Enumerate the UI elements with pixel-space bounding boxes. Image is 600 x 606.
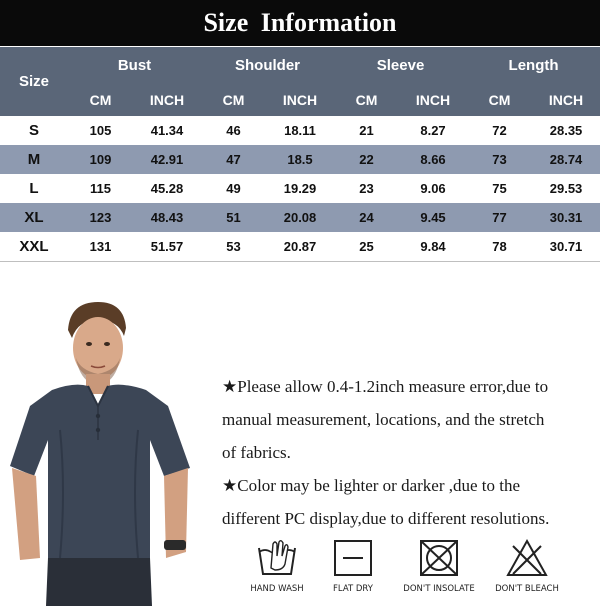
size-chart-table [0, 47, 600, 261]
table-unit-row [0, 83, 600, 116]
unit-header: CM [68, 83, 133, 116]
unit-header: CM [201, 83, 266, 116]
size-information-title [0, 0, 600, 46]
table-cell: 23 [334, 174, 399, 203]
title-text: Size Information [203, 8, 397, 37]
table-cell: 47 [201, 145, 266, 174]
note-line: manual measurement, locations, and the stretch [222, 410, 545, 429]
size-cell: S [0, 116, 68, 145]
table-cell: 77 [467, 203, 532, 232]
note-line: different PC display,due to different resolutions. [222, 509, 550, 528]
table-cell: 41.34 [133, 116, 201, 145]
table-cell: 42.91 [133, 145, 201, 174]
table-cell: 29.53 [532, 174, 600, 203]
table-cell: 25 [334, 232, 399, 261]
table-cell: 22 [334, 145, 399, 174]
note-line: ★Please allow 0.4-1.2inch measure error,due to [222, 377, 549, 396]
table-cell: 45.28 [133, 174, 201, 203]
table-cell: 9.06 [399, 174, 467, 203]
table-cell: 19.29 [266, 174, 334, 203]
unit-header: INCH [133, 83, 201, 116]
unit-header: INCH [399, 83, 467, 116]
table-row [0, 203, 600, 232]
notes-block [222, 370, 594, 535]
sleeve-header: Sleeve [334, 47, 467, 83]
table-cell: 73 [467, 145, 532, 174]
size-cell: L [0, 174, 68, 203]
table-header-row [0, 47, 600, 83]
table-cell: 20.87 [266, 232, 334, 261]
unit-header: INCH [532, 83, 600, 116]
table-cell: 18.5 [266, 145, 334, 174]
care-label: FLAT DRY [333, 584, 373, 594]
size-cell: XL [0, 203, 68, 232]
table-cell: 24 [334, 203, 399, 232]
unit-header: INCH [266, 83, 334, 116]
table-cell: 131 [68, 232, 133, 261]
table-row [0, 145, 600, 174]
care-label: HAND WASH [250, 584, 304, 594]
table-cell: 51.57 [133, 232, 201, 261]
table-cell: 28.74 [532, 145, 600, 174]
size-cell: M [0, 145, 68, 174]
table-cell: 78 [467, 232, 532, 261]
size-cell: XXL [0, 232, 68, 261]
table-cell: 49 [201, 174, 266, 203]
table-cell: 18.11 [266, 116, 334, 145]
table-cell: 53 [201, 232, 266, 261]
dont-insolate-icon [417, 538, 461, 578]
table-cell: 28.35 [532, 116, 600, 145]
table-row [0, 232, 600, 261]
table-cell: 8.66 [399, 145, 467, 174]
table-row [0, 174, 600, 203]
table-cell: 115 [68, 174, 133, 203]
care-instructions [232, 538, 600, 604]
hand-wash-icon [255, 538, 299, 578]
table-cell: 9.84 [399, 232, 467, 261]
size-column-header: Size [0, 47, 68, 116]
flat-dry-icon [331, 538, 375, 578]
table-cell: 105 [68, 116, 133, 145]
table-cell: 109 [68, 145, 133, 174]
table-cell: 8.27 [399, 116, 467, 145]
care-item-dont-bleach [482, 538, 572, 594]
note-line: ★Color may be lighter or darker ,due to the [222, 476, 521, 495]
table-cell: 30.31 [532, 203, 600, 232]
length-header: Length [467, 47, 600, 83]
care-label: DON'T INSOLATE [403, 584, 475, 594]
table-cell: 72 [467, 116, 532, 145]
table-cell: 21 [334, 116, 399, 145]
table-cell: 75 [467, 174, 532, 203]
shoulder-header: Shoulder [201, 47, 334, 83]
note-line: of fabrics. [222, 443, 291, 462]
table-cell: 30.71 [532, 232, 600, 261]
table-cell: 123 [68, 203, 133, 232]
table-cell: 46 [201, 116, 266, 145]
model-photo [0, 290, 215, 606]
care-item-dont-insolate [394, 538, 484, 594]
table-divider [0, 261, 600, 262]
table-row [0, 116, 600, 145]
table-cell: 51 [201, 203, 266, 232]
bust-header: Bust [68, 47, 201, 83]
table-cell: 48.43 [133, 203, 201, 232]
table-cell: 20.08 [266, 203, 334, 232]
unit-header: CM [334, 83, 399, 116]
care-item-flat-dry [308, 538, 398, 594]
unit-header: CM [467, 83, 532, 116]
table-cell: 9.45 [399, 203, 467, 232]
care-label: DON'T BLEACH [495, 584, 559, 594]
dont-bleach-icon [505, 538, 549, 578]
